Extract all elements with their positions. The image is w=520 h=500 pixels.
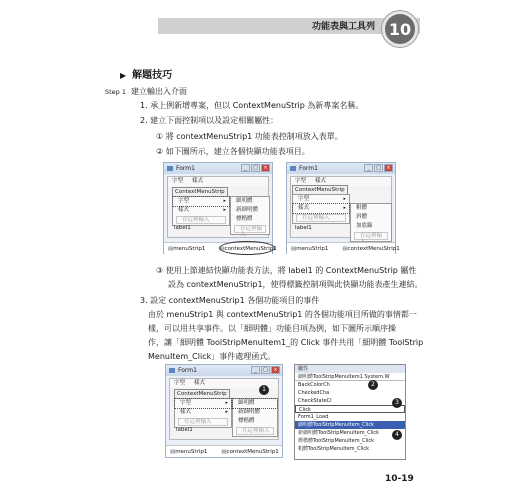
subitem-3-line2: 設為 contextMenuStrip1，使得標籤控制項與此快顯功能表產生連結。 bbox=[168, 280, 423, 289]
item-3: 3. 設定 contextMenuStrip1 各個功能項目的事件 bbox=[140, 296, 320, 305]
window-buttons bbox=[241, 164, 270, 172]
tray-menustrip[interactable]: ▤ menuStrip1 bbox=[291, 246, 328, 252]
submenu-item-pmingliu[interactable]: 新細明體 bbox=[236, 207, 259, 213]
menu-item-placeholder[interactable]: 在這裡輸入 bbox=[178, 418, 228, 426]
tray-contextmenustrip[interactable]: ▤ contextMenuStrip1 bbox=[342, 246, 399, 252]
step-text: 建立輸出入介面 bbox=[131, 87, 188, 96]
section-title bbox=[120, 66, 172, 81]
form1-window-c bbox=[165, 364, 283, 458]
close-icon[interactable]: × bbox=[271, 366, 280, 374]
tray-contextmenustrip[interactable]: ▤ contextMenuStrip1 bbox=[219, 246, 276, 252]
handler-option[interactable]: 標楷體ToolStripMenuItem_Click bbox=[298, 438, 374, 444]
triangle-marker-icon: ▶ bbox=[120, 71, 127, 80]
section-title-text: 解題技巧 bbox=[132, 70, 173, 81]
maximize-icon[interactable]: □ bbox=[374, 164, 383, 172]
submenu-item-pmingliu[interactable]: 新細明體 bbox=[238, 409, 261, 415]
submenu-item-placeholder[interactable]: 在這裡輸入 bbox=[234, 225, 266, 233]
callout-1: 1 bbox=[259, 385, 269, 395]
paragraph-line: MenuItem_Click」事件處理函式。 bbox=[148, 352, 276, 361]
properties-title: 屬性 bbox=[295, 365, 405, 373]
subitem-1: ① 將 contextMenuStrip1 功能表控制項放入表單。 bbox=[156, 132, 343, 141]
menu-item-style[interactable]: 樣式 ▸ bbox=[173, 206, 229, 215]
minimize-icon[interactable]: _ bbox=[241, 164, 250, 172]
label1[interactable]: label1 bbox=[176, 427, 193, 433]
form1-window-a bbox=[163, 162, 277, 254]
context-menu bbox=[172, 196, 230, 226]
submenu-item-mingliu[interactable]: 細明體 bbox=[236, 198, 253, 204]
label1[interactable]: label1 bbox=[174, 225, 191, 231]
maximize-icon[interactable]: □ bbox=[261, 366, 270, 374]
submenu-fonts bbox=[232, 398, 278, 437]
menu-item-placeholder[interactable]: 在這裡輸入 bbox=[176, 216, 226, 224]
event-row-click[interactable]: Click bbox=[295, 405, 405, 413]
properties-panel bbox=[294, 364, 406, 460]
item-2: 2. 建立下面控制項以及設定相關屬性： bbox=[140, 116, 279, 125]
item-1: 1. 承上例新增專案，但以 ContextMenuStrip 為新專案名稱。 bbox=[140, 101, 364, 110]
subitem-3-line1: ③ 使用上節連結快顯功能表方法，將 label1 的 ContextMenuStrip 屬性 bbox=[156, 266, 417, 275]
component-tray bbox=[166, 445, 282, 457]
handler-option-selected[interactable]: 細明體ToolStripMenuItem_Click bbox=[295, 421, 405, 429]
submenu-item-italic[interactable]: 斜體 bbox=[356, 214, 368, 220]
submenu-item-kaiti[interactable]: 標楷體 bbox=[236, 216, 253, 222]
window-buttons bbox=[364, 164, 393, 172]
form-icon bbox=[167, 166, 173, 171]
menu-item-font[interactable]: 字型 ▸ bbox=[175, 399, 231, 408]
header-bar bbox=[158, 18, 420, 34]
menu-font[interactable]: 字型 bbox=[172, 178, 184, 184]
minimize-icon[interactable]: _ bbox=[251, 366, 260, 374]
subitem-2: ② 如下圖所示，建立各個快顯功能表項目。 bbox=[156, 147, 310, 156]
tray-menustrip[interactable]: ▤ menuStrip1 bbox=[170, 449, 207, 455]
window-title: Form1 bbox=[299, 165, 318, 172]
callout-4: 4 bbox=[392, 430, 402, 440]
maximize-icon[interactable]: □ bbox=[251, 164, 260, 172]
context-menu-header[interactable]: ContextMenuStrip bbox=[292, 185, 348, 195]
highlight-ellipse bbox=[219, 241, 275, 255]
menubar bbox=[168, 177, 268, 186]
menu-font[interactable]: 字型 bbox=[295, 178, 307, 184]
submenu-item-underline[interactable]: 加底線 bbox=[356, 223, 373, 229]
submenu-styles bbox=[350, 203, 392, 242]
submenu-item-placeholder[interactable]: 在這裡輸入 bbox=[236, 427, 274, 435]
menu-font[interactable]: 字型 bbox=[174, 380, 186, 386]
callout-3: 3 bbox=[392, 398, 402, 408]
tray-contextmenustrip[interactable]: ▤ contextMenuStrip1 bbox=[221, 449, 278, 455]
form1-titlebar bbox=[164, 163, 272, 174]
event-row[interactable]: CheckStateCl bbox=[298, 398, 332, 404]
context-menu-header[interactable]: ContextMenuStrip bbox=[174, 389, 230, 399]
window-title: Form1 bbox=[176, 165, 195, 172]
tray-menustrip[interactable]: ▤ menuStrip1 bbox=[168, 246, 205, 252]
handler-option[interactable]: 粗體ToolStripMenuItem_Click bbox=[298, 446, 369, 452]
menu-item-style[interactable]: 樣式 ▸ bbox=[293, 204, 349, 213]
submenu-item-kaiti[interactable]: 標楷體 bbox=[238, 418, 255, 424]
context-menu bbox=[292, 194, 350, 224]
window-buttons bbox=[251, 366, 280, 374]
submenu-item-bold[interactable]: 粗體 bbox=[356, 205, 368, 211]
handler-option[interactable]: Form1_Load bbox=[298, 414, 329, 420]
label1[interactable]: label1 bbox=[295, 225, 312, 231]
submenu-fonts bbox=[230, 196, 270, 238]
component-tray bbox=[287, 242, 400, 254]
event-row[interactable]: CheckedCha bbox=[298, 390, 330, 396]
form1-window-b bbox=[286, 162, 400, 254]
form1-titlebar bbox=[287, 163, 395, 174]
submenu-item-placeholder[interactable]: 在這裡輸 bbox=[354, 232, 388, 240]
page-number: 10-19 bbox=[385, 474, 414, 484]
handler-option[interactable]: 新細明體ToolStripMenuItem_Click bbox=[298, 430, 379, 436]
header-title: 功能表與工具列 bbox=[312, 22, 376, 32]
close-icon[interactable]: × bbox=[261, 164, 270, 172]
window-title: Form1 bbox=[178, 367, 197, 374]
menu-item-placeholder[interactable]: 在這裡輸入 bbox=[296, 214, 346, 222]
form-icon bbox=[290, 166, 296, 171]
form-icon bbox=[169, 368, 175, 373]
step-label: Step 1 bbox=[105, 88, 127, 96]
context-menu-header[interactable]: ContextMenuStrip bbox=[172, 187, 228, 197]
step-heading bbox=[105, 86, 187, 97]
properties-object-selector[interactable]: 細明體ToolStripMenuItem1 System.W bbox=[295, 373, 405, 381]
submenu-item-mingliu[interactable]: 細明體 bbox=[233, 399, 277, 408]
chapter-badge: 10 bbox=[382, 11, 418, 47]
paragraph-line: 樣，可以用共享事件。以「細明體」功能目項為例，如下圖所示順序操 bbox=[148, 324, 396, 333]
menu-item-style[interactable]: 樣式 ▸ bbox=[175, 408, 231, 417]
close-icon[interactable]: × bbox=[384, 164, 393, 172]
explanation-paragraph bbox=[148, 308, 424, 364]
context-menu bbox=[174, 398, 232, 428]
menu-style[interactable]: 樣式 bbox=[192, 178, 204, 184]
menu-style[interactable]: 樣式 bbox=[194, 380, 206, 386]
callout-2: 2 bbox=[368, 380, 378, 390]
minimize-icon[interactable]: _ bbox=[364, 164, 373, 172]
menu-style[interactable]: 樣式 bbox=[315, 178, 327, 184]
event-row[interactable]: BackColorCh bbox=[298, 382, 330, 388]
paragraph-line: 作，讓「細明體 ToolStripMenuItem1_的 Click 事件共用「細明體 ToolStrip bbox=[148, 338, 424, 347]
paragraph-line: 由於 menuStrip1 與 contextMenuStrip1 的各個功能項目所做的事情都一 bbox=[148, 310, 417, 319]
menu-item-font[interactable]: 字型 ▸ bbox=[173, 197, 229, 206]
menu-item-font[interactable]: 字型 ▸ bbox=[293, 195, 349, 204]
form1-titlebar bbox=[166, 365, 282, 376]
